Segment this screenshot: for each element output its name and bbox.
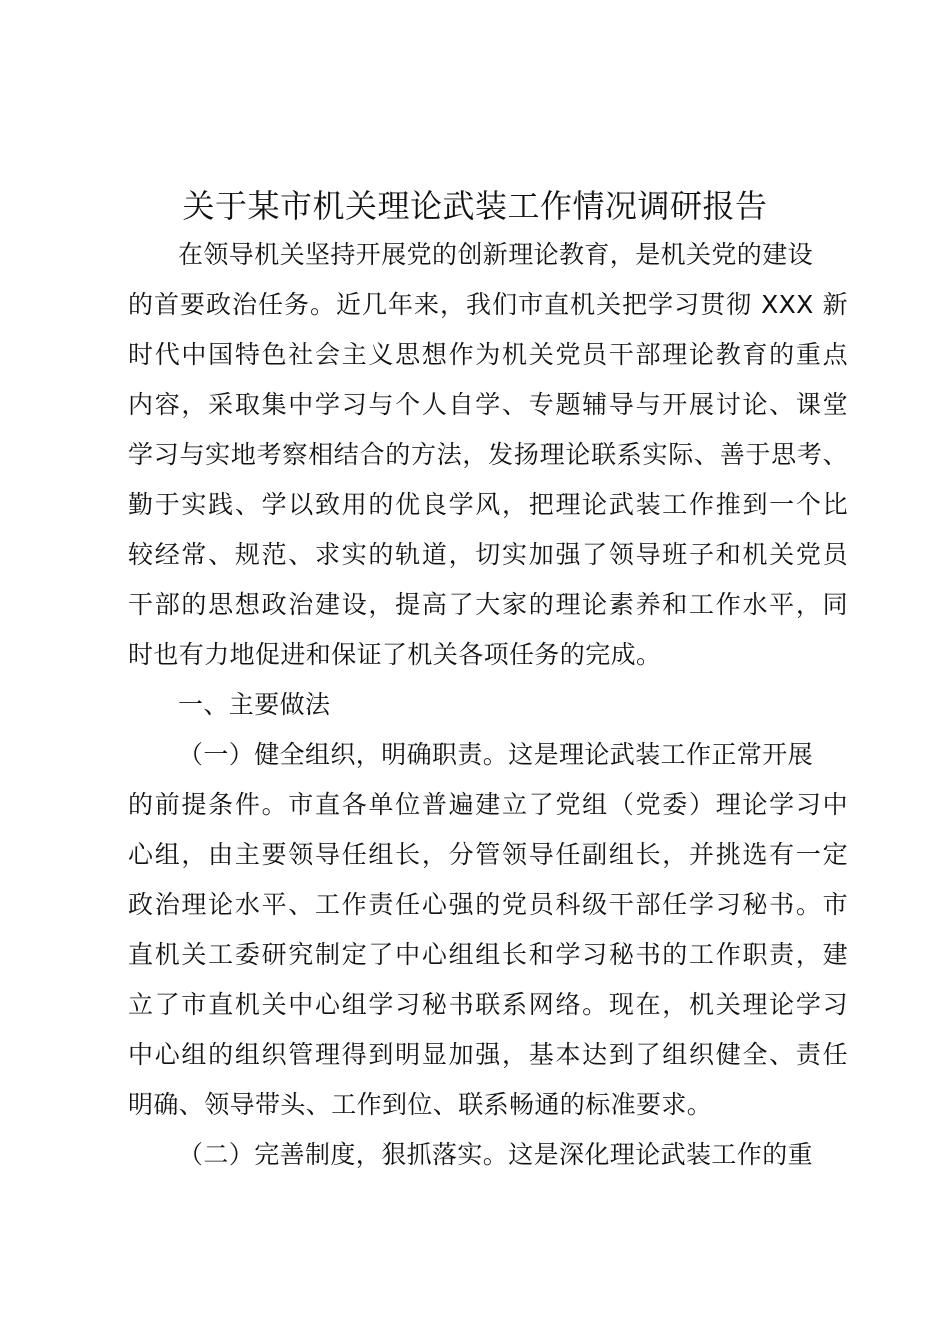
paragraph-line: 在领导机关坚持开展党的创新理论教育，是机关党的建设 <box>178 240 814 269</box>
section-heading: 一、主要做法 <box>178 690 331 719</box>
paragraph-line: 内容，采取集中学习与个人自学、专题辅导与开展讨论、课堂 <box>128 390 848 419</box>
paragraph-line: 较经常、规范、求实的轨道，切实加强了领导班子和机关党员 <box>128 540 848 569</box>
paragraph-line: 学习与实地考察相结合的方法，发扬理论联系实际、善于思考、 <box>128 440 848 469</box>
paragraph-line: （二）完善制度，狠抓落实。这是深化理论武装工作的重 <box>178 1140 814 1169</box>
paragraph-line: 的前提条件。市直各单位普遍建立了党组（党委）理论学习中 <box>128 790 848 819</box>
paragraph-line: 立了市直机关中心组学习秘书联系网络。现在，机关理论学习 <box>128 990 848 1019</box>
document-title: 关于某市机关理论武装工作情况调研报告 <box>182 187 768 225</box>
paragraph-line: （一）健全组织，明确职责。这是理论武装工作正常开展 <box>178 740 814 769</box>
paragraph-line: 心组，由主要领导任组长，分管领导任副组长，并挑选有一定 <box>128 840 848 869</box>
paragraph-line: 勤于实践、学以致用的优良学风，把理论武装工作推到一个比 <box>128 490 848 519</box>
paragraph-line: 时也有力地促进和保证了机关各项任务的完成。 <box>128 640 662 669</box>
paragraph-line: 明确、领导带头、工作到位、联系畅通的标准要求。 <box>128 1090 713 1119</box>
paragraph-line: 时代中国特色社会主义思想作为机关党员干部理论教育的重点 <box>128 340 848 369</box>
paragraph-line: 的首要政治任务。近几年来，我们市直机关把学习贯彻 XXX 新 <box>128 290 848 319</box>
paragraph-line: 直机关工委研究制定了中心组组长和学习秘书的工作职责，建 <box>128 940 848 969</box>
paragraph-line: 政治理论水平、工作责任心强的党员科级干部任学习秘书。市 <box>128 890 848 919</box>
paragraph-line: 中心组的组织管理得到明显加强，基本达到了组织健全、责任 <box>128 1040 848 1069</box>
paragraph-line: 干部的思想政治建设，提高了大家的理论素养和工作水平，同 <box>128 590 848 619</box>
